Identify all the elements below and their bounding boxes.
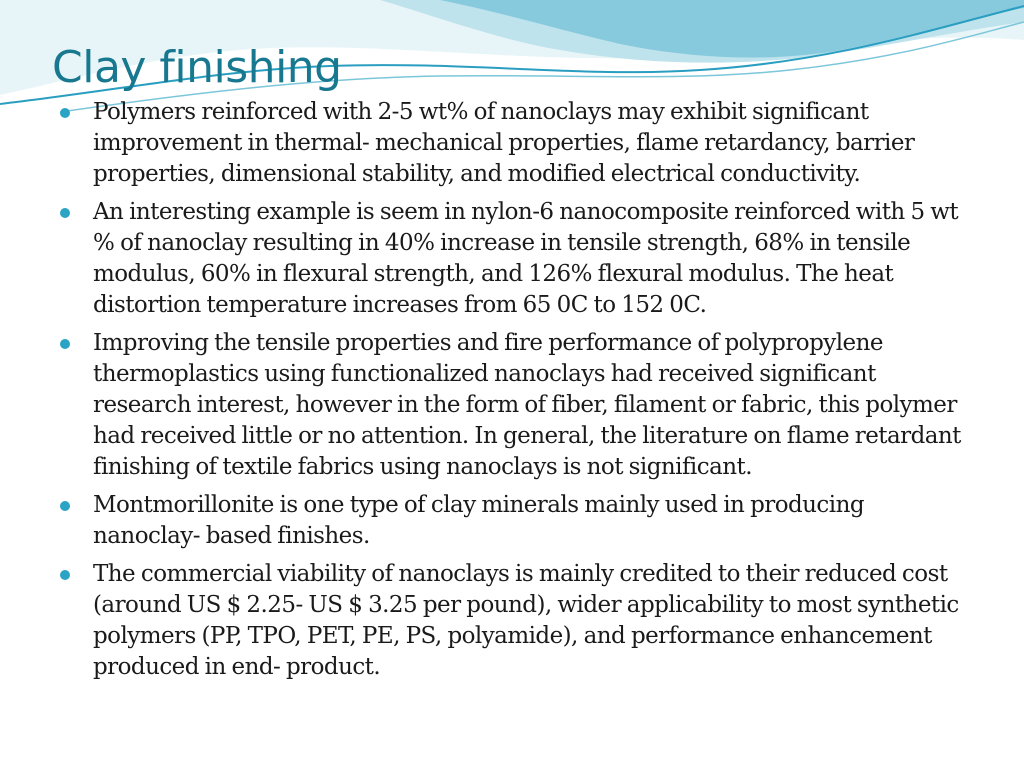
bullet-item xyxy=(58,559,973,683)
bullet-text: Polymers reinforced with 2-5 wt% of nanoclays may exhibit significant improvement in thermal- mechanical properties, flame retardancy, barrier properties, dimensional stability, and modified electrical conductivity. xyxy=(93,99,915,187)
bullet-text: Improving the tensile properties and fire performance of polypropylene thermoplastics using functionalized nanoclays had received significant research interest, however in the form of fiber, filament or fabric, this polymer had received little or no attention. In general, the literature on flame retardant finishing of textile fabrics using nanoclays is not significant. xyxy=(93,330,961,480)
bullet-item xyxy=(58,97,973,190)
bullet-text: Montmorillonite is one type of clay minerals mainly used in producing nanoclay- based finishes. xyxy=(93,492,864,549)
bullet-text: An interesting example is seem in nylon-6 nanocomposite reinforced with 5 wt % of nanoclay resulting in 40% increase in tensile strength, 68% in tensile modulus, 60% in flexural strength, and 126% flexural modulus. The heat distortion temperature increases from 65 0C to 152 0C. xyxy=(93,199,959,318)
bullet-list xyxy=(58,97,973,690)
bullet-dot-icon xyxy=(60,501,70,511)
bullet-dot-icon xyxy=(60,570,70,580)
slide-title: Clay finishing xyxy=(52,42,342,93)
bullet-item xyxy=(58,197,973,321)
bullet-dot-icon xyxy=(60,108,70,118)
bullet-dot-icon xyxy=(60,339,70,349)
bullet-item xyxy=(58,490,973,552)
bullet-text: The commercial viability of nanoclays is mainly credited to their reduced cost (around US $ 2.25- US $ 3.25 per pound), wider applicability to most synthetic polymers (PP, TPO, PET, PE, PS, polyamide), and performance enhancement produced in end- product. xyxy=(93,561,959,680)
bullet-item xyxy=(58,328,973,483)
bullet-dot-icon xyxy=(60,208,70,218)
